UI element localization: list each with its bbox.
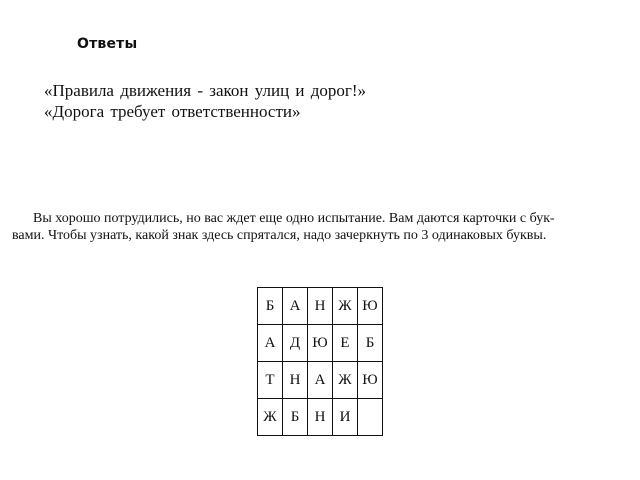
grid-cell: Н xyxy=(308,399,333,436)
page-heading: Ответы xyxy=(77,36,138,52)
grid-cell: Е xyxy=(333,325,358,362)
grid-cell xyxy=(358,399,383,436)
grid-cell: Ю xyxy=(358,288,383,325)
grid-cell: Б xyxy=(283,399,308,436)
grid-cell: Б xyxy=(258,288,283,325)
grid-cell: Ю xyxy=(308,325,333,362)
slogan-traffic-rules: «Правила движения - закон улиц и дорог!» xyxy=(44,81,367,100)
grid-cell: Н xyxy=(283,362,308,399)
grid-row-2 xyxy=(258,325,383,362)
letter-grid xyxy=(257,287,383,436)
grid-cell: Т xyxy=(258,362,283,399)
grid-row-1 xyxy=(258,288,383,325)
grid-cell: Ю xyxy=(358,362,383,399)
task-line-1: Вы хорошо потрудились, но вас ждет еще одно испытание. Вам даются карточки с бук- xyxy=(33,211,555,226)
grid-cell: А xyxy=(308,362,333,399)
grid-cell: А xyxy=(283,288,308,325)
grid-cell: Н xyxy=(308,288,333,325)
grid-cell: Ж xyxy=(333,362,358,399)
slogan-responsibility: «Дорога требует ответственности» xyxy=(44,102,301,121)
grid-cell: Д xyxy=(283,325,308,362)
grid-cell: Б xyxy=(358,325,383,362)
grid-row-4 xyxy=(258,399,383,436)
grid-cell: И xyxy=(333,399,358,436)
task-line-2: вами. Чтобы узнать, какой знак здесь спрятался, надо зачеркнуть по 3 одинаковых буквы. xyxy=(12,228,547,243)
grid-cell: Ж xyxy=(333,288,358,325)
grid-row-3 xyxy=(258,362,383,399)
slogans xyxy=(44,80,366,122)
grid-cell: А xyxy=(258,325,283,362)
grid-cell: Ж xyxy=(258,399,283,436)
task-description xyxy=(12,210,632,244)
